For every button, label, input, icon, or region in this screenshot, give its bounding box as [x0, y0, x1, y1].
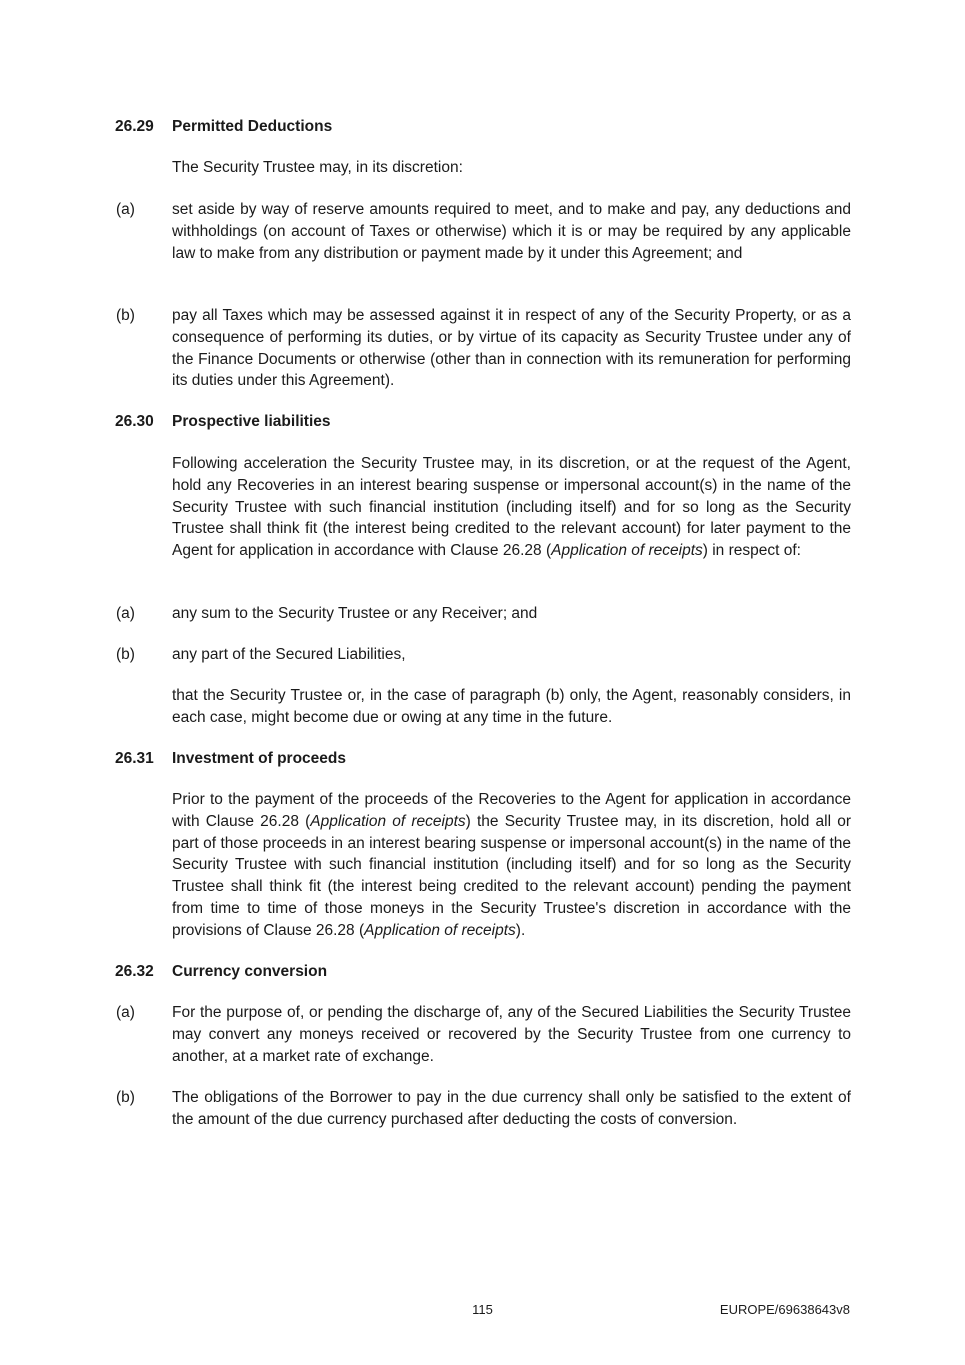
clause-26-29-a-label: (a) — [116, 201, 135, 218]
clause-heading-prospective-liabilities: Prospective liabilities — [172, 413, 331, 430]
clause-26-30-body — [172, 453, 851, 562]
page-number: 115 — [472, 1302, 493, 1317]
clause-number-26-32: 26.32 — [115, 963, 154, 980]
clause-reference-title: Application of receipts — [364, 921, 516, 939]
clause-26-30-body-text: Following acceleration the Security Trustee may, in its discretion, or at the request of the Agent, hold any Recoveries in an interest bearing suspense or impersonal account(s) in the name of the Security Trustee with such financial institution (including itself) and for so long as the Security Trustee shall think fit (the interest being credited to the relevant account) for later payment to the Agent for application in accordance with Clause 26.28 ( — [172, 455, 851, 560]
clause-26-29-intro: The Security Trustee may, in its discretion: — [172, 159, 463, 176]
clause-26-32-a-text: For the purpose of, or pending the discharge of, any of the Secured Liabilities the Security Trustee may convert any moneys received or recovered by the Security Trustee from one currency to another, at a market rate of exchange. — [172, 1004, 851, 1065]
clause-26-31-body-mid: ) the Security Trustee may, in its discretion, hold all or part of those proceeds in an interest bearing suspense or impersonal account(s) in the name of the Security Trustee with such financial institution (including itself) and for so long as the Security Trustee shall think fit (the interest being credited to the relevant account) pending the payment from time to time of those moneys in the Security Trustee's discretion in accordance with the provisions of Clause 26.28 ( — [172, 812, 851, 939]
clause-26-31-body-end: ). — [515, 921, 526, 939]
clause-number-26-29: 26.29 — [115, 118, 154, 135]
clause-26-31-body-text: Prior to the payment of the proceeds of the Recoveries to the Agent for application in accordance with Clause 26.28 ( — [172, 791, 851, 830]
clause-number-26-30: 26.30 — [115, 413, 154, 430]
clause-26-32-b-label: (b) — [116, 1089, 135, 1106]
clause-26-30-a-label: (a) — [116, 605, 135, 622]
clause-reference-title: Application of receipts — [310, 812, 466, 830]
clause-heading-permitted-deductions: Permitted Deductions — [172, 118, 333, 135]
clause-26-29-b-text: pay all Taxes which may be assessed against it in respect of any of the Security Property, or as a consequence of performing its duties, or by virtue of its capacity as Security Trustee under any of the Finance Documents or otherwise (other than in connection with its remuneration for performing its duties under this Agreement). — [172, 307, 851, 390]
clause-26-30-b-text: any part of the Secured Liabilities, — [172, 646, 406, 663]
clause-heading-investment-of-proceeds: Investment of proceeds — [172, 750, 346, 767]
clause-26-30-closing: that the Security Trustee or, in the case of paragraph (b) only, the Agent, reasonably considers, in each case, might become due or owing at any time in the future. — [172, 687, 851, 726]
document-reference: EUROPE/69638643v8 — [719, 1302, 850, 1317]
clause-26-30-b-label: (b) — [116, 646, 135, 663]
clause-26-30-body-end: ) in respect of: — [702, 542, 801, 560]
clause-26-29-b-label: (b) — [116, 307, 135, 324]
clause-26-31-body — [172, 789, 851, 942]
clause-26-29-a-text: set aside by way of reserve amounts required to meet, and to make and pay, any deductions and withholdings (on account of Taxes or otherwise) which it is or may be required by any applicable law to make from any distribution or payment made by it under this Agreement; and — [172, 201, 851, 262]
clause-26-32-a-label: (a) — [116, 1004, 135, 1021]
clause-26-32-b-text: The obligations of the Borrower to pay in the due currency shall only be satisfied to the extent of the amount of the due currency purchased after deducting the costs of conversion. — [172, 1089, 851, 1128]
clause-heading-currency-conversion: Currency conversion — [172, 963, 328, 980]
clause-reference-title: Application of receipts — [551, 542, 703, 560]
clause-26-30-a-text: any sum to the Security Trustee or any Receiver; and — [172, 605, 538, 622]
clause-number-26-31: 26.31 — [115, 750, 154, 767]
